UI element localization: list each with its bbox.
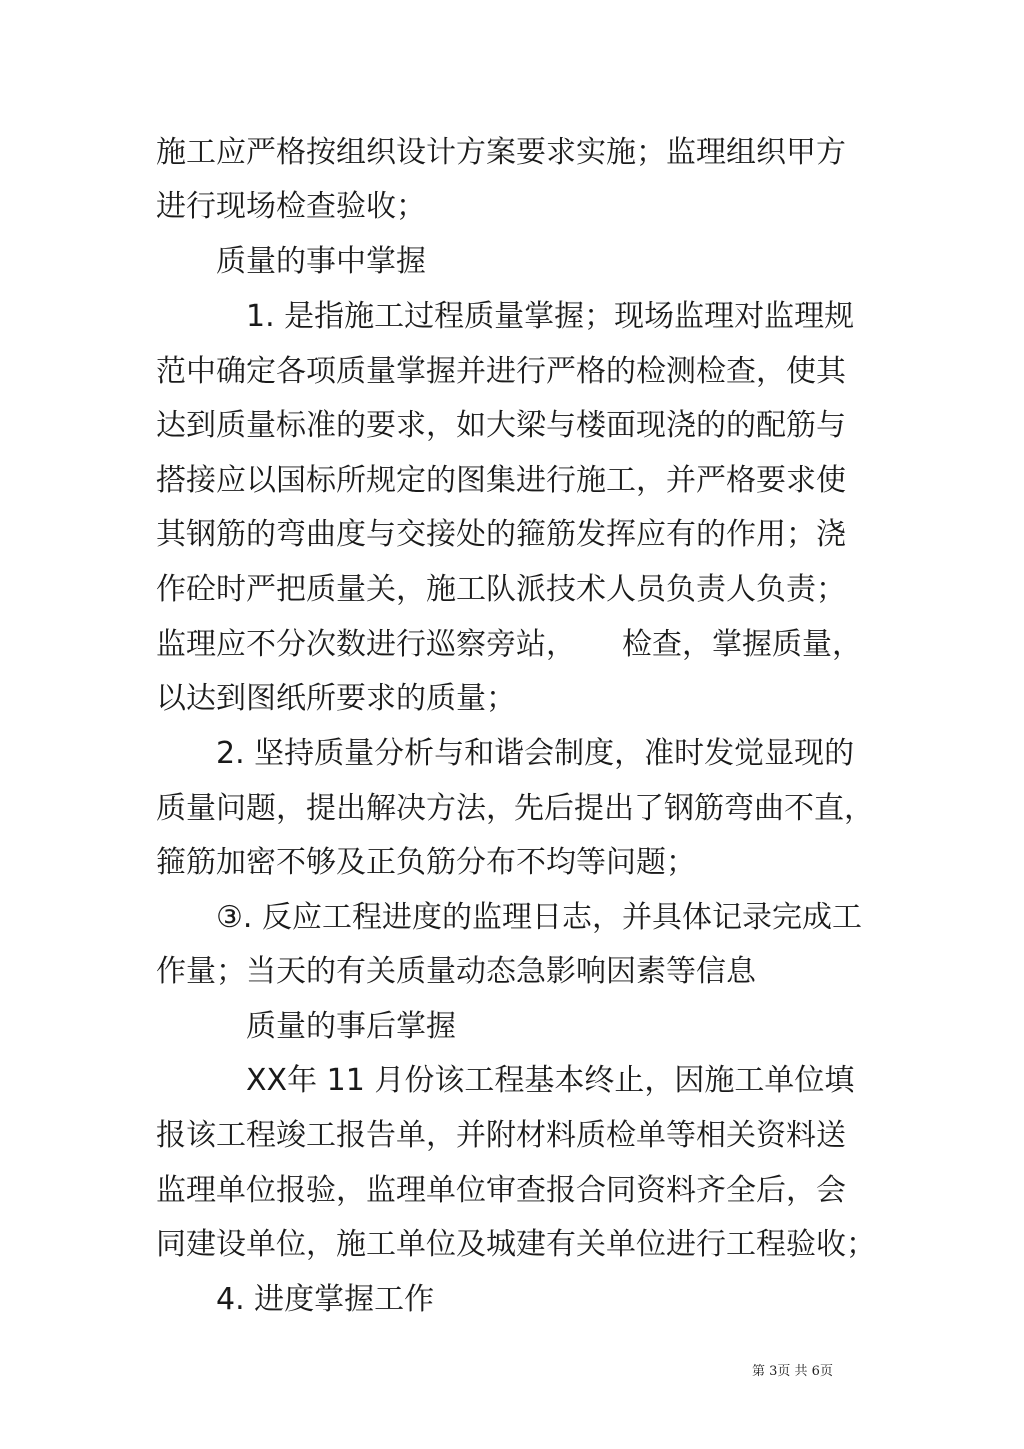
section-heading-during: 质量的事中掌握 <box>216 244 426 279</box>
text-line-18: XX年 11 月份该工程基本终止，因施工单位填 <box>246 1063 855 1098</box>
section-heading-progress: 4. 进度掌握工作 <box>216 1282 435 1317</box>
text-line-21: 同建设单位，施工单位及城建有关单位进行工程验收； <box>156 1227 876 1262</box>
text-line-6: 达到质量标准的要求，如大梁与楼面现浇的的配筋与 <box>156 408 846 443</box>
text-line-15b: 并具体记录完成工 <box>622 900 862 935</box>
text-line-9: 作砼时严把质量关，施工队派技术人员负责人负责； <box>156 572 846 607</box>
text-line-15a: ③. 反应工程进度的监理日志， <box>216 900 622 935</box>
text-line-1: 施工应严格按组织设计方案要求实施；监理组织甲方 <box>156 135 846 170</box>
text-line-10b: 检查，掌握质量， <box>622 627 862 662</box>
page-number-footer <box>752 1364 833 1380</box>
text-line-10a: 监理应不分次数进行巡察旁站， <box>156 627 576 662</box>
text-line-5: 范中确定各项质量掌握并进行严格的检测检查，使其 <box>156 354 846 389</box>
page-number-label: 第 3页 共 6页 <box>752 1364 833 1379</box>
text-line-16: 作量；当天的有关质量动态急影响因素等信息 <box>156 954 756 989</box>
text-line-13a: 质量问题， <box>156 791 306 826</box>
text-line-4: 1. 是指施工过程质量掌握；现场监理对监理规 <box>246 299 855 334</box>
text-line-13b: 提出解决方法， <box>306 791 516 826</box>
text-line-11: 以达到图纸所要求的质量； <box>156 681 516 716</box>
text-line-14: 箍筋加密不够及正负筋分布不均等问题； <box>156 845 696 880</box>
text-line-13c: 先后提出了钢筋弯曲不直， <box>514 791 874 826</box>
text-line-2: 进行现场检查验收； <box>156 189 426 224</box>
section-heading-after: 质量的事后掌握 <box>246 1009 456 1044</box>
text-line-7: 搭接应以国标所规定的图集进行施工，并严格要求使 <box>156 463 846 498</box>
text-line-20: 监理单位报验，监理单位审查报合同资料齐全后，会 <box>156 1173 846 1208</box>
text-line-8: 其钢筋的弯曲度与交接处的箍筋发挥应有的作用；浇 <box>156 517 846 552</box>
text-line-12: 2. 坚持质量分析与和谐会制度，准时发觉显现的 <box>216 736 855 771</box>
text-line-19: 报该工程竣工报告单，并附材料质检单等相关资料送 <box>156 1118 846 1153</box>
